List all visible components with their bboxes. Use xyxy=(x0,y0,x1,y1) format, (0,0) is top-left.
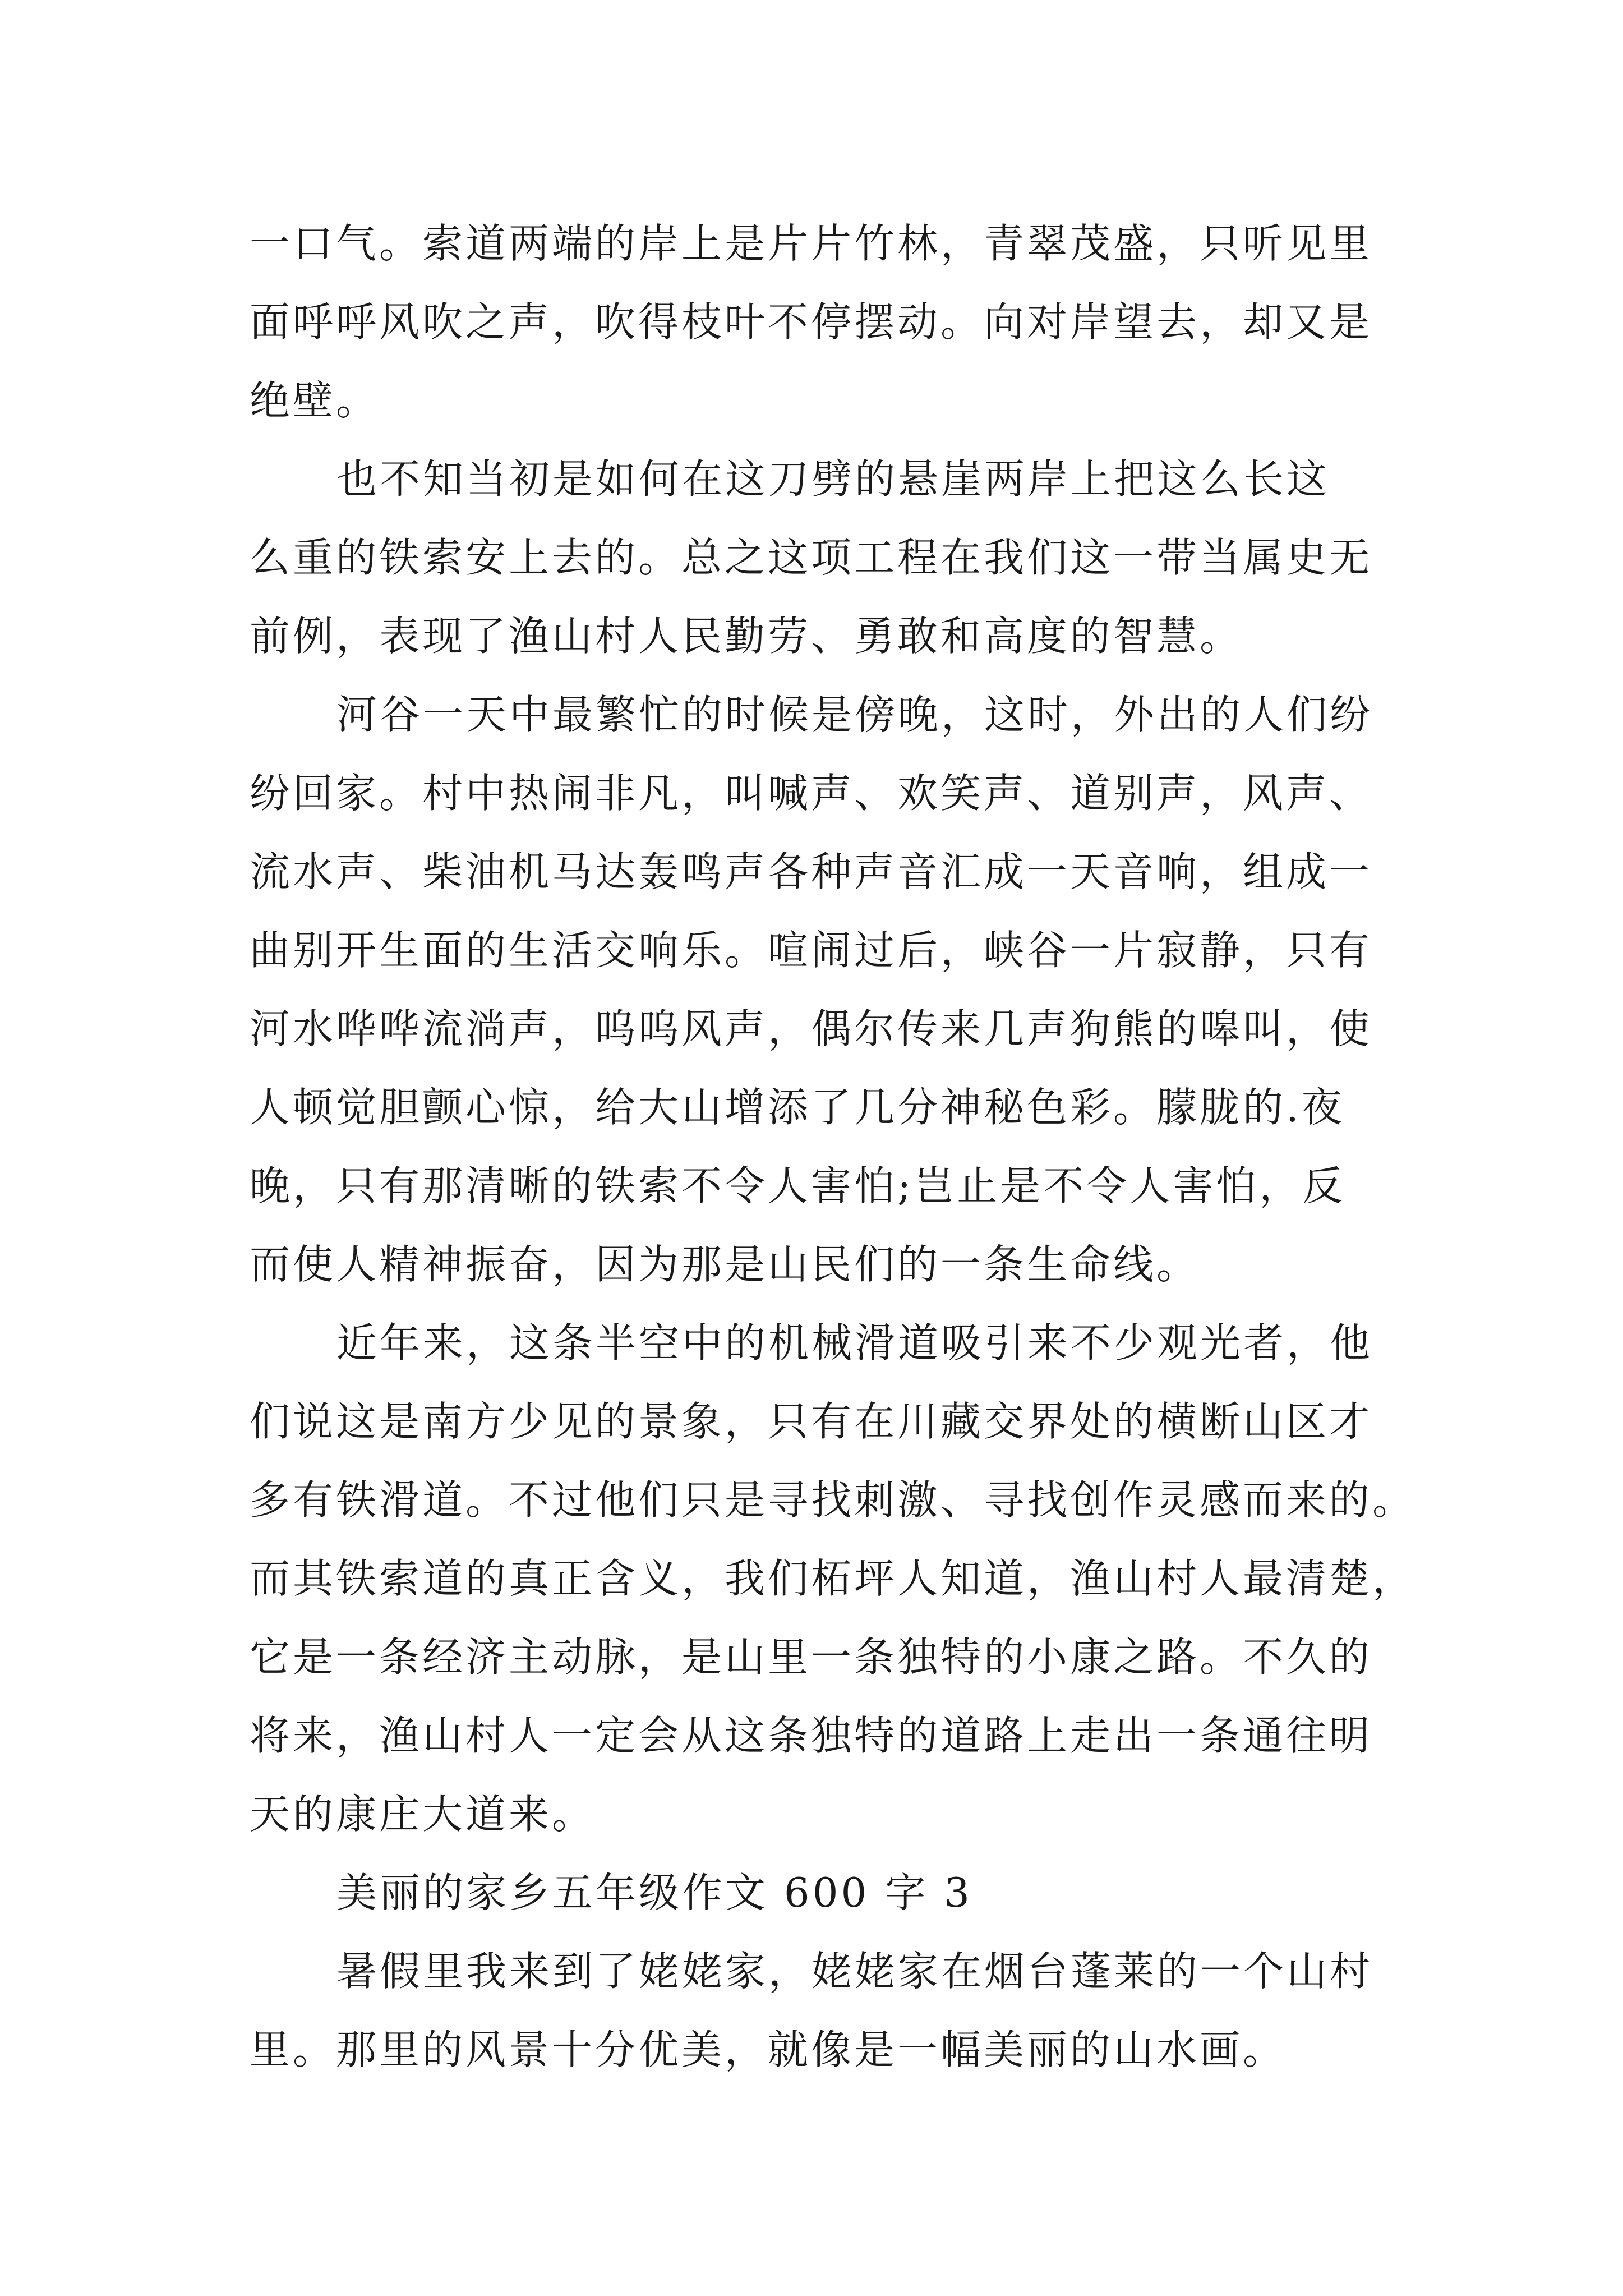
section-heading: 美丽的家乡五年级作文 600 字 3 xyxy=(336,1869,972,1916)
text-line-21: 天的康庄大道来。 xyxy=(250,1791,596,1838)
text-line-3: 绝壁。 xyxy=(250,377,380,424)
paragraph-start-line: 也不知当初是如何在这刀劈的悬崖两岸上把这么长这 xyxy=(336,455,1330,503)
text-line-24: 里。那里的风景十分优美，就像是一幅美丽的山水画。 xyxy=(250,2026,1287,2073)
text-line-11: 河水哗哗流淌声，呜呜风声，偶尔传来几声狗熊的嗥叫，使 xyxy=(250,1005,1373,1052)
text-line-12: 人顿觉胆颤心惊，给大山增添了几分神秘色彩。朦胧的.夜 xyxy=(250,1084,1345,1131)
text-line-17: 多有铁滑道。不过他们只是寻找刺激、寻找创作灵感而来的。 xyxy=(250,1476,1416,1524)
text-line-1: 一口气。索道两端的岸上是片片竹林，青翠茂盛，只听见里 xyxy=(250,220,1373,267)
text-line-6: 前例，表现了渔山村人民勤劳、勇敢和高度的智慧。 xyxy=(250,613,1243,660)
text-line-2: 面呼呼风吹之声，吹得枝叶不停摆动。向对岸望去，却又是 xyxy=(250,298,1373,346)
text-line-13: 晚，只有那清晰的铁索不令人害怕;岂止是不令人害怕，反 xyxy=(250,1162,1346,1209)
text-line-18: 而其铁索道的真正含义，我们柘坪人知道，渔山村人最清楚， xyxy=(250,1555,1416,1602)
text-line-14: 而使人精神振奋，因为那是山民们的一条生命线。 xyxy=(250,1241,1200,1288)
text-line-9: 流水声、柴油机马达轰鸣声各种声音汇成一天音响，组成一 xyxy=(250,848,1373,895)
text-line-16: 们说这是南方少见的景象，只有在川藏交界处的横断山区才 xyxy=(250,1398,1373,1445)
text-line-8: 纷回家。村中热闹非凡，叫喊声、欢笑声、道别声，风声、 xyxy=(250,770,1373,817)
paragraph-start-line: 河谷一天中最繁忙的时候是傍晚，这时，外出的人们纷 xyxy=(336,691,1373,738)
text-line-5: 么重的铁索安上去的。总之这项工程在我们这一带当属史无 xyxy=(250,534,1373,581)
paragraph-start-line: 近年来，这条半空中的机械滑道吸引来不少观光者，他 xyxy=(336,1319,1373,1366)
text-line-20: 将来，渔山村人一定会从这条独特的道路上走出一条通往明 xyxy=(250,1712,1373,1759)
paragraph-start-line: 暑假里我来到了姥姥家，姥姥家在烟台蓬莱的一个山村 xyxy=(336,1948,1373,1995)
text-line-19: 它是一条经济主动脉，是山里一条独特的小康之路。不久的 xyxy=(250,1634,1373,1681)
text-line-10: 曲别开生面的生活交响乐。喧闹过后，峡谷一片寂静，只有 xyxy=(250,927,1373,974)
